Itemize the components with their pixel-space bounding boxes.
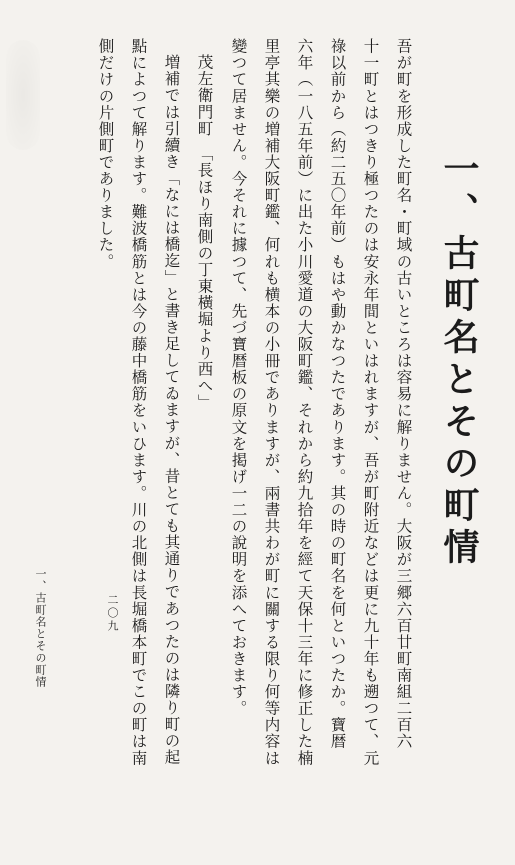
page-number: 二〇九 [106, 594, 119, 633]
text-column-7: 茂左衛門町 「長ほり南側の丁東橫堀より西へ」 [195, 54, 214, 411]
text-column-2: 十一町とはつきり極つたのは安永年間といはれますが、吾が町附近などは更に九十年も遡つて、元 [361, 38, 380, 767]
text-column-3: 祿以前から（約二五〇年前）もはや動かなつたであります。其の時の町名を何といつたか。寶暦 [328, 38, 347, 750]
text-column-1: 吾が町を形成した町名・町域の古いところは容易に解りません。大阪が三郷六百廿町南組二百六 [394, 38, 413, 750]
text-column-4: 六年（一八五年前）に出た小川愛道の大阪町鑑、それから約九拾年を經て天保十三年に修正した楠 [295, 38, 314, 767]
running-head: 一、古町名とその町情 [34, 568, 47, 688]
text-column-9: 點によつて解ります。難波橋筋とは今の藤中橋筋をいひます。川の北側は長堀橋本町でこの町は南 [129, 38, 148, 767]
chapter-title: 一、古町名とその町情 [438, 150, 480, 570]
paper-smudge [6, 40, 40, 150]
text-column-6: 變つて居ません。今それに據つて、先づ寶暦板の原文を掲げ一二の說明を添へておきます。 [229, 38, 248, 717]
text-column-8: 増補では引續き「なには橋迄」と書き足してゐますが、昔とても其通りであつたのは隣り町の起 [162, 54, 181, 766]
text-column-5: 里亭其樂の増補大阪町鑑、何れも横本の小冊でありますが、兩書共わが町に關する限り何等内容は [262, 38, 281, 767]
text-column-10: 側だけの片側町でありました。 [96, 38, 115, 270]
